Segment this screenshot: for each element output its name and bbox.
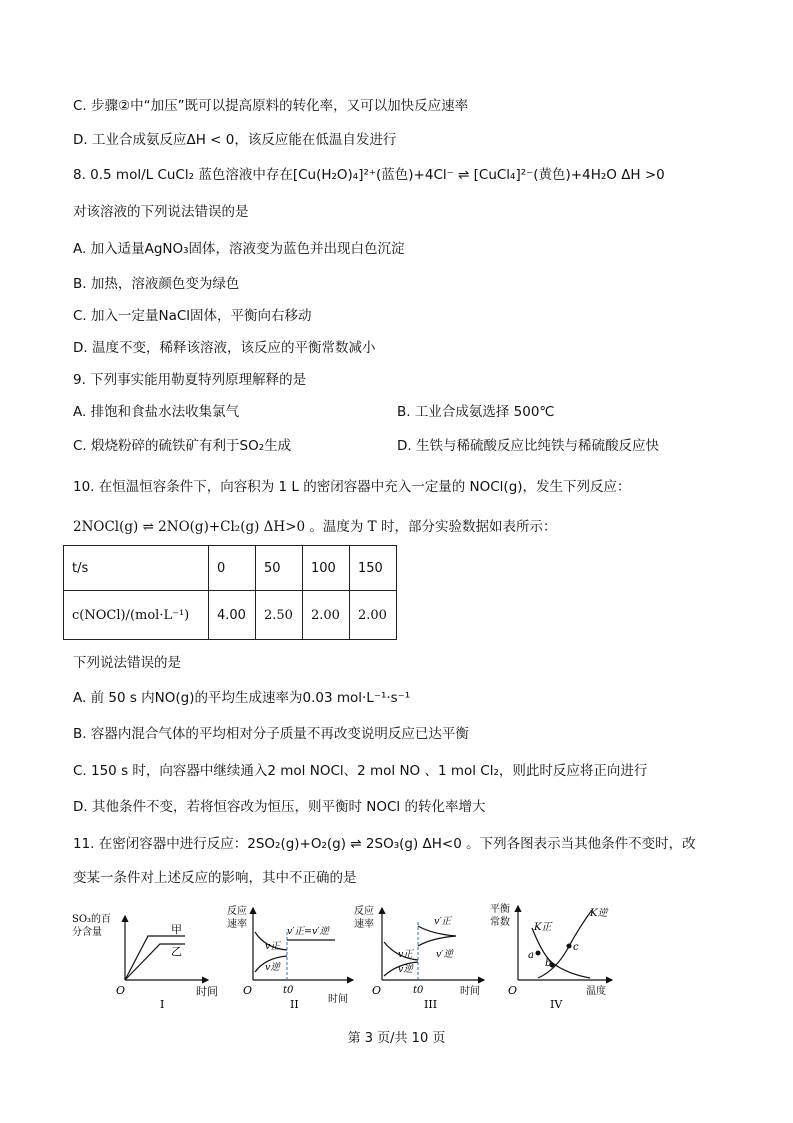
question-10-equation: 2NOCl(g) ⇌ 2NO(g)+Cl₂(g) ΔH>0 。温度为 T 时，部分实验数据如表所示： [73,519,557,535]
option-10a: A. 前 50 s 内NO(g)的平均生成速率为0.03 mol·L⁻¹·s⁻¹ [73,690,411,706]
graph-ii-label-top: v′正=v′逆 [287,926,330,937]
graph-iv-k-forward: K正 [534,922,552,933]
graph-iii-label-forward: v正 [398,949,413,960]
option-8d: D. 温度不变，稀释该溶液，该反应的平衡常数减小 [73,340,376,356]
table-cell: 150 [350,546,397,591]
table-cell: 50 [256,546,303,591]
option-9d: D. 生铁与稀硫酸反应比纯铁与稀硫酸反应快 [397,438,659,454]
graph-i-series-b: 乙 [171,945,182,958]
graph-iii-new-reverse [418,926,456,936]
graph-iii [352,902,492,1010]
question-8-stem: 对该溶液的下列说法错误的是 [73,204,249,220]
graph-ii-xlabel: 时间 [328,994,348,1005]
graph-i-curve-a [125,936,185,980]
graph-iii-t0: t0 [413,985,424,996]
graph-iii-new-forward [418,936,456,946]
graph-ii-label-forward: v正 [265,941,280,952]
table-cell: 2.00 [303,591,350,640]
graph-iv-xlabel: 温度 [586,986,606,997]
graph-iii-label-reverse: v逆 [398,964,413,975]
graph-iv-k-forward-curve [532,928,590,978]
option-10c: C. 150 s 时，向容器中继续通入2 mol NOCl、2 mol NO 、1 mol Cl₂，则此时反应将正向进行 [73,763,648,779]
graph-iv-point-c-label: c [573,942,579,953]
graph-iv-point-a [536,951,541,956]
page-footer: 第 3 页/共 10 页 [347,1031,446,1046]
option-9b: B. 工业合成氨选择 500℃ [397,404,555,420]
table-row [64,591,397,640]
graph-ii-ylabel: 速率 [227,919,247,930]
graph-i-ylabel: SO₃的百 [72,914,112,925]
question-9: 9. 下列事实能用勒夏特列原理解释的是 [73,372,307,388]
question-11: 11. 在密闭容器中进行反应：2SO₂(g)+O₂(g) ⇌ 2SO₃(g) ΔH<0 。下列各图表示当其他条件不变时，改 [73,836,696,852]
graph-iii-xlabel: 时间 [460,986,480,997]
graph-iii-origin: O [372,984,382,997]
graph-iv-label: IV [550,998,563,1010]
table-cell: 4.00 [209,591,256,640]
option-7d: D. 工业合成氨反应ΔH < 0，该反应能在低温自发进行 [73,132,397,148]
option-8c: C. 加入一定量NaCl固体，平衡向右移动 [73,308,312,324]
graph-iv-point-c [567,944,572,949]
graph-ii-label: II [290,998,299,1010]
graph-iii-ylabel: 反应 [354,906,374,917]
table-cell: 100 [303,546,350,591]
graph-i-ylabel: 分含量 [72,927,102,938]
option-7c: C. 步骤②中“加压”既可以提高原料的转化率，又可以加快反应速率 [73,98,469,114]
graph-ii [225,902,365,1010]
graph-iv-ylabel: 常数 [490,917,510,928]
option-8a: A. 加入适量AgNO₃固体，溶液变为蓝色并出现白色沉淀 [73,241,405,257]
question-10: 10. 在恒温恒容条件下，向容积为 1 L 的密闭容器中充入一定量的 NOCl(g)，发生下列反应： [73,479,631,495]
table-row-label: c(NOCl)/(mol·L⁻¹) [64,591,209,640]
graph-ii-origin: O [243,984,253,997]
graph-iv-ylabel: 平衡 [490,904,510,915]
option-8b: B. 加热，溶液颜色变为绿色 [73,276,240,292]
graph-iv-k-reverse: K逆 [590,908,608,919]
option-9c: C. 煅烧粉碎的硫铁矿有利于SO₂生成 [73,438,292,454]
graph-ii-t0: t0 [283,985,294,996]
graph-ii-ylabel: 反应 [227,906,247,917]
graph-i-xlabel: 时间 [196,985,218,998]
data-table [63,545,397,640]
graph-i [70,902,210,1010]
graph-iii-label-forward2: v′正 [434,916,452,927]
graph-iv-point-b-label: b [545,958,552,969]
graph-iii-label: III [424,998,438,1010]
question-11-stem: 变某一条件对上述反应的影响，其中不正确的是 [73,870,357,886]
table-row [64,546,397,591]
table-cell: 2.00 [350,591,397,640]
graph-ii-label-reverse: v逆 [265,962,280,973]
question-8: 8. 0.5 mol/L CuCl₂ 蓝色溶液中存在[Cu(H₂O)₄]²⁺(蓝色)+4Cl⁻ ⇌ [CuCl₄]²⁻(黄色)+4H₂O ΔH >0 [73,167,665,183]
graph-i-origin: O [116,984,126,997]
graph-iii-ylabel: 速率 [354,919,374,930]
option-10b: B. 容器内混合气体的平均相对分子质量不再改变说明反应已达平衡 [73,726,469,742]
table-cell: 2.50 [256,591,303,640]
table-cell: 0 [209,546,256,591]
table-header-label: t/s [64,546,209,591]
option-10d: D. 其他条件不变，若将恒容改为恒压，则平衡时 NOCl 的转化率增大 [73,799,486,815]
graph-iv [488,898,618,1010]
graph-iii-label-reverse2: v′逆 [436,949,454,960]
graph-i-series-a: 甲 [171,923,182,936]
question-10-stem: 下列说法错误的是 [73,655,181,671]
graph-iv-point-a-label: a [528,950,534,961]
graph-iv-origin: O [508,984,518,997]
graph-i-label: I [160,998,165,1010]
option-9a: A. 排饱和食盐水法收集氯气 [73,404,240,420]
